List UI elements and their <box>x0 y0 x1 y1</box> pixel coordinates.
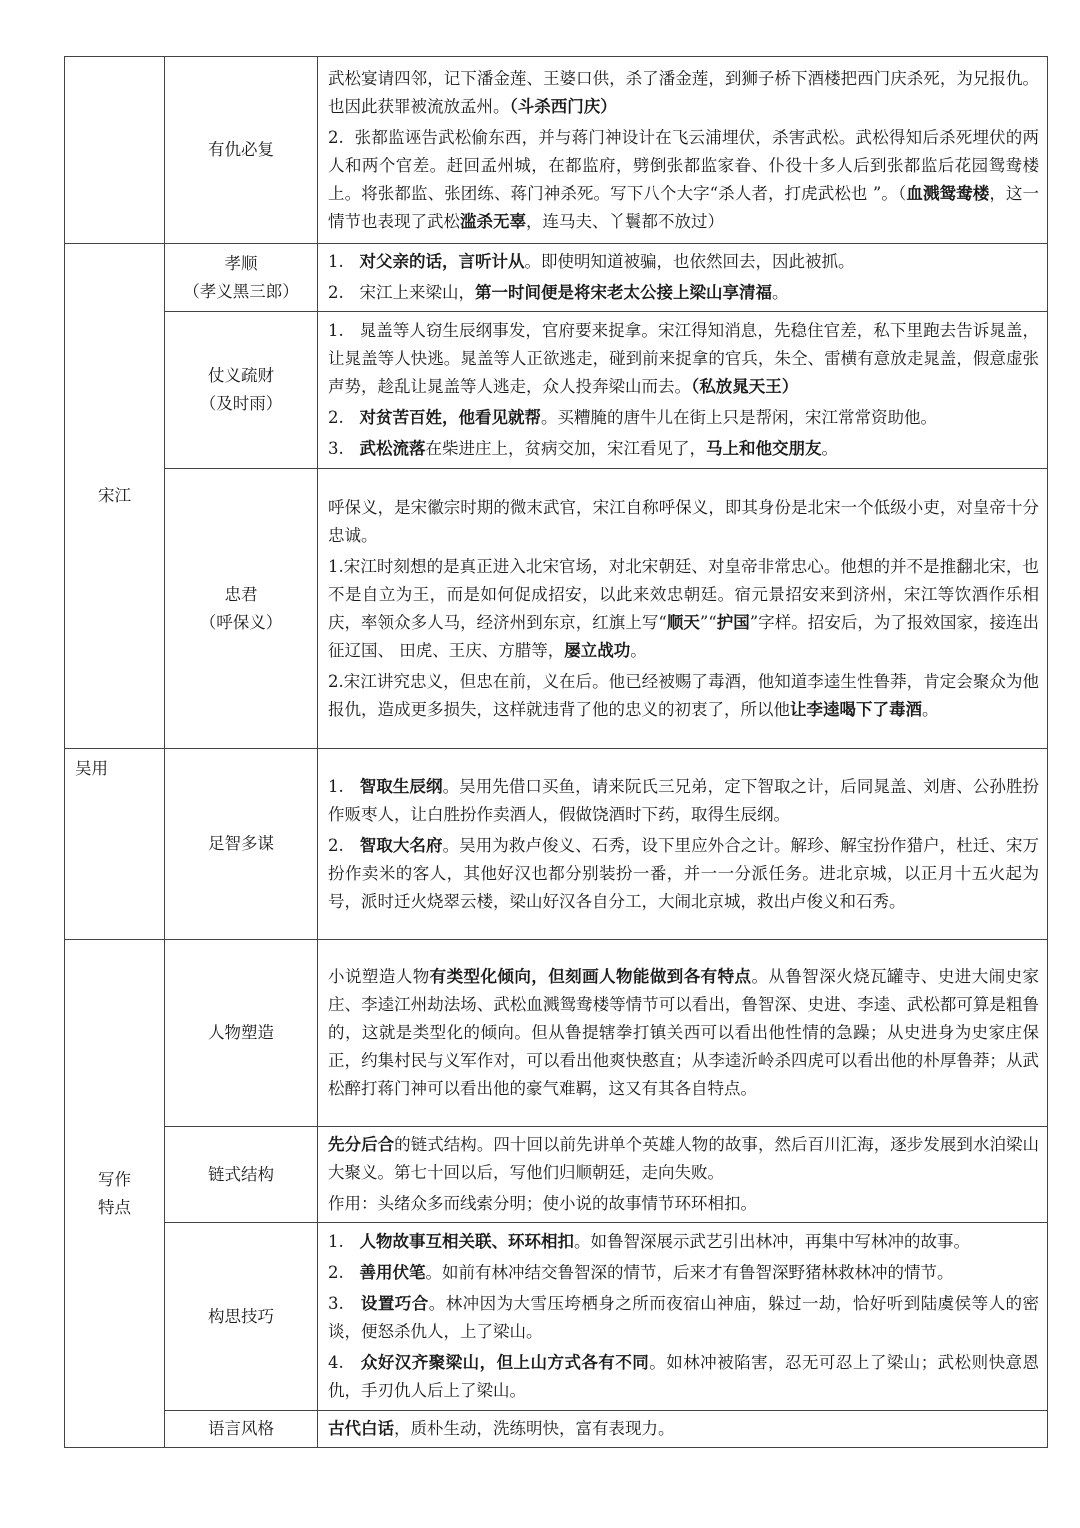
description-paragraph <box>328 1290 1039 1346</box>
body-text: 。 <box>922 699 939 719</box>
description-paragraph <box>328 404 1039 432</box>
description-paragraph <box>328 435 1039 463</box>
trait-label: 语言风格 <box>208 1419 274 1438</box>
body-text: ，质朴生动，洗练明快，富有表现力。 <box>394 1419 675 1438</box>
body-text: 1.宋江时刻想的是真正进入北宋官场，对北宋朝廷、对皇帝非常忠心。他想的并不是推翻北宋，也不是自立为王，而是如何促成招安，以此来效忠朝廷。宿元景招安来到济州，宋江等饮酒作乐相庆，率领众多人马，经济州到东京，红旗上写“ <box>328 556 1039 632</box>
bold-text: 血溅鸳鸯楼 <box>906 183 990 203</box>
trait-cell <box>165 940 318 1127</box>
body-text: ，这一情节也表现了武松 <box>328 183 1039 231</box>
bold-text: （斗杀西门庆） <box>509 96 617 116</box>
body-text: 。买糟腌的唐牛儿在街上只是帮闲，宋江常常资助他。 <box>540 408 937 427</box>
bold-text: 设置巧合 <box>360 1294 429 1313</box>
body-text: 呼保义，是宋徽宗时期的微末武官，宋江自称呼保义，即其身份是北宋一个低级小吏，对皇帝十分忠诚。 <box>328 497 1039 545</box>
body-text: 。如鲁智深展示武艺引出林冲，再集中写林冲的故事。 <box>573 1232 970 1251</box>
bold-text: 人物故事互相关联、环环相扣 <box>359 1232 574 1251</box>
trait-cell <box>165 749 318 940</box>
description-paragraph <box>328 279 1039 307</box>
character-cell-wuyong: 吴用 <box>65 749 165 940</box>
body-text: 。如林冲被陷害，忍无可忍上了梁山；武松则快意恩仇，手刃仇人后上了梁山。 <box>328 1353 1040 1400</box>
trait-alias: （及时雨） <box>199 394 283 413</box>
description-cell <box>318 244 1048 312</box>
group-label-line: 特点 <box>98 1197 131 1217</box>
description-paragraph <box>328 1228 1039 1256</box>
trait-alias: （呼保义） <box>199 612 283 632</box>
trait-cell <box>165 312 318 469</box>
body-text: 。 <box>771 283 789 302</box>
bold-text: 屡立战功 <box>564 640 631 660</box>
description-paragraph <box>328 494 1039 550</box>
body-text: 。 <box>821 439 838 458</box>
table-row <box>65 1127 1048 1223</box>
description-paragraph <box>328 1190 1039 1218</box>
trait-label: 有仇必复 <box>208 140 274 159</box>
trait-cell <box>165 1127 318 1223</box>
bold-text: 先分后合 <box>328 1135 395 1154</box>
description-paragraph <box>328 1349 1039 1405</box>
description-paragraph <box>328 773 1039 829</box>
table-row <box>65 749 1048 940</box>
bold-text: 众好汉齐聚梁山，但上山方式各有不同 <box>360 1353 650 1372</box>
bold-text: 让李逵喝下了毒酒 <box>790 699 922 719</box>
bold-text: 武松流落 <box>359 439 426 458</box>
bold-text: 第一时间便是将宋老太公接上梁山享清福 <box>474 283 772 302</box>
trait-cell <box>165 57 318 244</box>
body-text: 。如前有林冲结交鲁智深的情节，后来才有鲁智深野猪林救林冲的情节。 <box>425 1263 954 1282</box>
description-paragraph <box>328 1415 1039 1443</box>
body-text: 1. 晁盖等人窃生辰纲事发，官府要来捉拿。宋江得知消息，先稳住官差，私下里跑去告诉晁盖，让晁盖等人快逃。晁盖等人正欲逃走，碰到前来捉拿的官兵，朱仝、雷横有意放走晁盖，假意虚张声势，趁乱让晁盖等人逃走，众人投奔梁山而去。 <box>328 321 1039 396</box>
body-text: 2. 张都监诬告武松偷东西，并与蒋门神设计在飞云浦埋伏，杀害武松。武松得知后杀死埋伏的两人和两个官差。赶回孟州城，在都监府，劈倒张都监家眷、仆役十多人后到张都监后花园鸳鸯楼上。将张都监、张团练、蒋门神杀死。写下八个大字“杀人者，打虎武松也 ”。（ <box>328 127 1039 203</box>
description-paragraph <box>328 553 1039 665</box>
description-cell <box>318 57 1048 244</box>
bold-text: 古代白话 <box>328 1419 394 1438</box>
trait-label: 孝顺 <box>224 253 258 273</box>
character-cell-empty <box>65 57 165 244</box>
description-paragraph <box>328 832 1039 916</box>
bold-text: 智取生辰纲 <box>359 776 443 796</box>
description-cell <box>318 1127 1048 1223</box>
body-text: 1. <box>328 776 360 796</box>
bold-text: 护国 <box>716 612 750 632</box>
body-text: 1. <box>328 252 360 271</box>
body-text: 2. <box>328 835 360 855</box>
bold-text: 善用伏笔 <box>359 1263 426 1282</box>
description-cell <box>318 1411 1048 1448</box>
table-row <box>65 469 1048 749</box>
body-text: 2. <box>328 1263 360 1282</box>
description-paragraph <box>328 248 1039 276</box>
body-text: 小说塑造人物 <box>328 967 430 986</box>
group-label-line: 写作 <box>98 1169 131 1189</box>
body-text: 武松宴请四邻，记下潘金莲、王婆口供，杀了潘金莲，到狮子桥下酒楼把西门庆杀死，为兄报仇。也因此获罪被流放孟州。 <box>328 68 1039 116</box>
bold-text: 滥杀无辜 <box>460 211 526 231</box>
description-cell <box>318 312 1048 469</box>
description-paragraph <box>328 963 1039 1103</box>
trait-label: 忠君 <box>224 584 258 604</box>
body-text: ”“ <box>699 612 717 632</box>
description-paragraph <box>328 317 1039 401</box>
bold-text: 有类型化倾向，但刻画人物能做到各有特点 <box>429 967 752 986</box>
description-paragraph <box>328 1259 1039 1287</box>
body-text: 1. <box>328 1232 360 1251</box>
character-cell-songjiang: 宋江 <box>65 244 165 749</box>
notes-table <box>64 56 1048 1448</box>
description-paragraph <box>328 124 1039 236</box>
trait-label: 构思技巧 <box>208 1306 274 1326</box>
body-text: 。即使明知道被骗，也依然回去，因此被抓。 <box>524 252 855 271</box>
body-text: 2. <box>328 408 360 427</box>
table-row <box>65 1223 1048 1411</box>
trait-label: 人物塑造 <box>208 1023 274 1042</box>
description-cell <box>318 940 1048 1127</box>
trait-label: 足智多谋 <box>208 834 274 853</box>
body-text: 在柴进庄上，贫病交加，宋江看见了， <box>425 439 706 458</box>
description-paragraph <box>328 1131 1039 1187</box>
trait-cell <box>165 1223 318 1411</box>
bold-text: 顺天 <box>666 612 700 632</box>
body-text: 。吴用为救卢俊义、石秀，设下里应外合之计。解珍、解宝扮作猎户，杜迁、宋万扮作卖米的客人，其他好汉也都分别装扮一番，并一一分派任务。进北京城，以正月十五火起为号，派时迁火烧翠云楼，梁山好汉各自分工，大闹北京城，救出卢俊义和石秀。 <box>328 835 1040 911</box>
bold-text: 智取大名府 <box>359 835 443 855</box>
description-paragraph <box>328 668 1039 724</box>
trait-label: 仗义疏财 <box>208 366 274 385</box>
body-text: ，连马夫、丫鬟都不放过） <box>526 211 724 231</box>
description-cell <box>318 749 1048 940</box>
body-text: 。吴用先借口买鱼，请来阮氏三兄弟，定下智取之计，后同晁盖、刘唐、公孙胜扮作贩枣人，让白胜扮作卖酒人，假做饶酒时下药，取得生辰纲。 <box>328 776 1040 824</box>
body-text: 。林冲因为大雪压垮栖身之所而夜宿山神庙，躲过一劫，恰好听到陆虞侯等人的密谈，便怒杀仇人，上了梁山。 <box>328 1294 1039 1341</box>
body-text: 作用：头绪众多而线索分明；使小说的故事情节环环相扣。 <box>328 1194 757 1213</box>
body-text: ”字样。招安后，为了报效国家，接连出征辽国、 田虎、王庆、方腊等， <box>328 612 1040 660</box>
character-cell-writing <box>65 940 165 1448</box>
body-text: 4. <box>328 1353 361 1372</box>
bold-text: 马上和他交朋友 <box>705 439 822 458</box>
body-text: 。从鲁智深火烧瓦罐寺、史进大闹史家庄、李逵江州劫法场、武松血溅鸳鸯楼等情节可以看出，鲁智深、史进、李逵、武松都可算是粗鲁的，这就是类型化的倾向。但从鲁提辖拳打镇关西可以看出他性情的急躁；从史进身为史家庄保正，约集村民与义军作对，可以看出他爽快憨直；从李逵沂岭杀四虎可以看出他的朴厚鲁莽；从武松醉打蒋门神可以看出他的豪气难羁，这又有其各自特点。 <box>328 967 1040 1098</box>
bold-text: （私放晁天王） <box>691 377 799 396</box>
bold-text: 对父亲的话，言听计从 <box>359 252 525 271</box>
description-cell <box>318 1223 1048 1411</box>
trait-cell <box>165 469 318 749</box>
body-text: 2.宋江讲究忠义，但忠在前，义在后。他已经被赐了毒酒，他知道李逵生性鲁莽，肯定会聚众为他报仇，造成更多损失，这样就违背了他的忠义的初衷了，所以他 <box>328 671 1039 719</box>
trait-alias: （孝义黑三郎） <box>183 281 299 301</box>
table-row <box>65 244 1048 312</box>
description-cell <box>318 469 1048 749</box>
table-row <box>65 940 1048 1127</box>
table-row <box>65 57 1048 244</box>
table-row <box>65 312 1048 469</box>
trait-cell <box>165 244 318 312</box>
body-text: 3. <box>328 1294 361 1313</box>
body-text: 2. 宋江上来梁山， <box>328 283 475 302</box>
trait-cell <box>165 1411 318 1448</box>
body-text: 的链式结构。四十回以前先讲单个英雄人物的故事，然后百川汇海，逐步发展到水泊梁山大聚义。第七十回以后，写他们归顺朝廷，走向失败。 <box>328 1135 1040 1182</box>
body-text: 。 <box>630 640 647 660</box>
body-text: 3. <box>328 439 360 458</box>
table-row <box>65 1411 1048 1448</box>
bold-text: 对贫苦百姓，他看见就帮 <box>359 408 541 427</box>
trait-label: 链式结构 <box>208 1164 274 1184</box>
description-paragraph <box>328 65 1039 121</box>
